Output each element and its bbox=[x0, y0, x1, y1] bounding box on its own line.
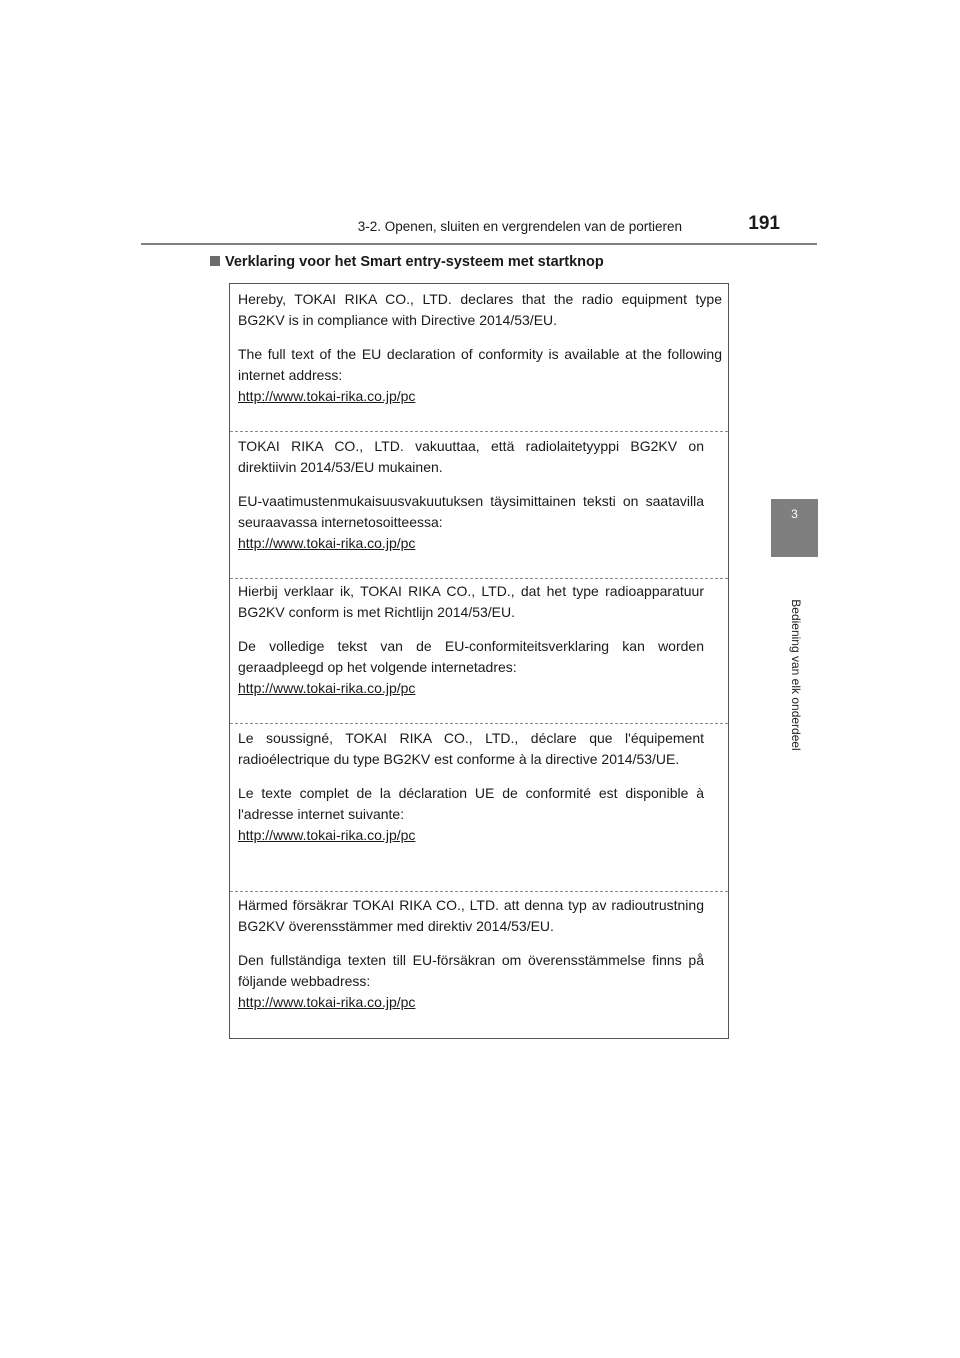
section-heading-text: Verklaring voor het Smart entry-systeem met startknop bbox=[225, 254, 604, 270]
declaration-availability: EU-vaatimustenmukaisuusvakuutuksen täysimittainen teksti on saatavilla seuraavassa internetosoitteessa: bbox=[238, 493, 704, 530]
declaration-divider bbox=[230, 431, 728, 432]
declaration-statement: Härmed försäkrar TOKAI RIKA CO., LTD. att denna typ av radioutrustning BG2KV överensstämmer med direktiv 2014/53/EU. bbox=[238, 897, 704, 934]
chapter-tab: 3 bbox=[771, 499, 818, 557]
declaration-url-link[interactable]: http://www.tokai-rika.co.jp/pc bbox=[238, 680, 416, 696]
declaration-english bbox=[238, 289, 722, 407]
declaration-divider bbox=[230, 578, 728, 579]
page-header-title: 3-2. Openen, sluiten en vergrendelen van de portieren bbox=[357, 219, 682, 234]
declaration-statement: Hierbij verklaar ik, TOKAI RIKA CO., LTD., dat het type radioapparatuur BG2KV conform is met Richtlijn 2014/53/EU. bbox=[238, 583, 704, 620]
declaration-url-link[interactable]: http://www.tokai-rika.co.jp/pc bbox=[238, 994, 416, 1010]
declaration-french bbox=[238, 728, 704, 846]
declaration-availability: The full text of the EU declaration of conformity is available at the following internet address: bbox=[238, 346, 722, 383]
header-rule bbox=[141, 243, 817, 245]
declaration-url-link[interactable]: http://www.tokai-rika.co.jp/pc bbox=[238, 827, 416, 843]
declaration-statement: Hereby, TOKAI RIKA CO., LTD. declares that the radio equipment type BG2KV is in compliance with Directive 2014/53/EU. bbox=[238, 291, 722, 328]
heading-square-icon bbox=[210, 256, 220, 266]
declaration-statement: TOKAI RIKA CO., LTD. vakuuttaa, että radiolaitetyyppi BG2KV on direktiivin 2014/53/EU mukainen. bbox=[238, 438, 704, 475]
declaration-statement: Le soussigné, TOKAI RIKA CO., LTD., déclare que l'équipement radioélectrique du type BG2KV est conforme à la directive 2014/53/UE. bbox=[238, 730, 704, 767]
declaration-divider bbox=[230, 891, 728, 892]
declaration-dutch bbox=[238, 581, 704, 699]
declaration-availability: Den fullständiga texten till EU-försäkran om överensstämmelse finns på följande webbadress: bbox=[238, 952, 704, 989]
declaration-swedish bbox=[238, 895, 704, 1013]
declaration-url-link[interactable]: http://www.tokai-rika.co.jp/pc bbox=[238, 388, 416, 404]
declaration-availability: De volledige tekst van de EU-conformiteitsverklaring kan worden geraadpleegd op het volgende internetadres: bbox=[238, 638, 704, 675]
page-number: 191 bbox=[748, 213, 780, 234]
declaration-availability: Le texte complet de la déclaration UE de conformité est disponible à l'adresse internet suivante: bbox=[238, 785, 704, 822]
declaration-url-link[interactable]: http://www.tokai-rika.co.jp/pc bbox=[238, 535, 416, 551]
declaration-divider bbox=[230, 723, 728, 724]
section-heading bbox=[210, 254, 604, 270]
chapter-side-label: Bediening van elk onderdeel bbox=[789, 599, 803, 751]
declaration-box bbox=[229, 283, 729, 1039]
declaration-finnish bbox=[238, 436, 704, 554]
